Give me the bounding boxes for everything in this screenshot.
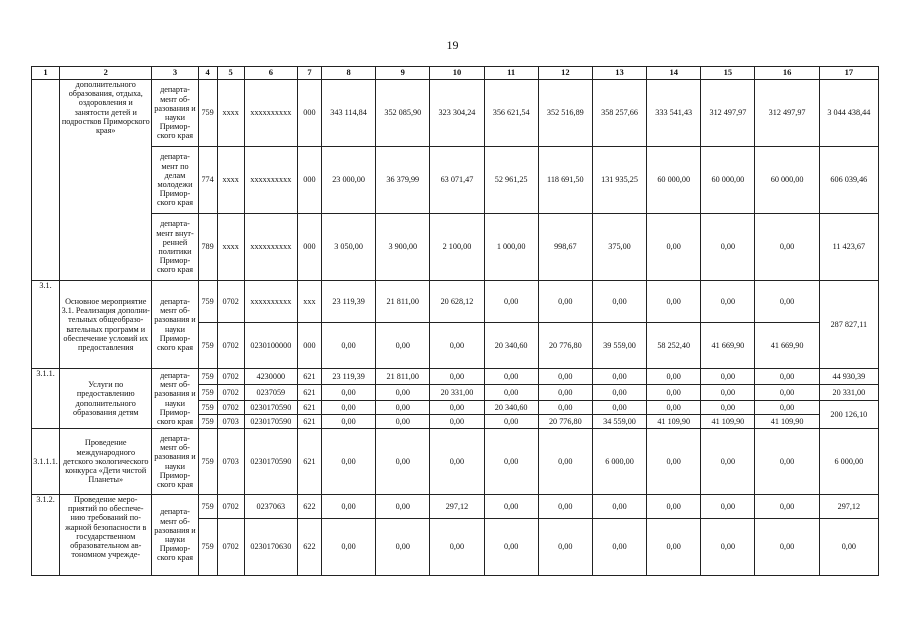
value-cell: 60 000,00	[755, 147, 819, 214]
value-cell: 2 100,00	[430, 214, 484, 281]
header-cell: 8	[321, 67, 375, 80]
total-cell: 297,12	[819, 495, 878, 519]
row-code	[32, 80, 60, 281]
value-cell: 52 961,25	[484, 147, 538, 214]
cell: хххххххххх	[244, 147, 297, 214]
table-row	[32, 80, 879, 147]
value-cell: 0,00	[592, 385, 646, 401]
value-cell: 0,00	[755, 401, 819, 415]
value-cell: 21 811,00	[376, 369, 430, 385]
row-name: дополнительного образования, отдыха, оздоровления и занятости детей и подростков Приморского края»	[60, 80, 152, 281]
cell: 789	[198, 214, 217, 281]
value-cell: 352 085,90	[376, 80, 430, 147]
table-row	[32, 369, 879, 385]
cell: 759	[198, 401, 217, 415]
cell: 0702	[217, 281, 244, 323]
cell: 000	[297, 214, 321, 281]
value-cell: 0,00	[701, 369, 755, 385]
cell: 759	[198, 281, 217, 323]
cell: 0702	[217, 369, 244, 385]
value-cell: 0,00	[701, 495, 755, 519]
cell: 759	[198, 80, 217, 147]
value-cell: 0,00	[755, 214, 819, 281]
header-cell: 14	[647, 67, 701, 80]
cell: 0237059	[244, 385, 297, 401]
cell: 0230170590	[244, 415, 297, 429]
value-cell: 0,00	[538, 519, 592, 576]
value-cell: 0,00	[321, 415, 375, 429]
value-cell: 356 621,54	[484, 80, 538, 147]
value-cell: 0,00	[321, 519, 375, 576]
total-cell: 287 827,11	[819, 281, 878, 369]
cell: 621	[297, 369, 321, 385]
value-cell: 0,00	[484, 519, 538, 576]
value-cell: 3 050,00	[321, 214, 375, 281]
cell: 774	[198, 147, 217, 214]
cell: 0702	[217, 495, 244, 519]
cell: 000	[297, 323, 321, 369]
value-cell: 0,00	[321, 401, 375, 415]
cell: 0237063	[244, 495, 297, 519]
page-number: 19	[446, 38, 459, 52]
value-cell: 0,00	[430, 323, 484, 369]
cell: 621	[297, 415, 321, 429]
value-cell: 41 109,90	[755, 415, 819, 429]
value-cell: 60 000,00	[701, 147, 755, 214]
row-name: Услуги по предоставлению дополнительного образования детям	[60, 369, 152, 429]
value-cell: 343 114,84	[321, 80, 375, 147]
header-row	[32, 67, 879, 80]
table-row	[32, 214, 879, 281]
value-cell: 0,00	[430, 519, 484, 576]
header-cell: 7	[297, 67, 321, 80]
value-cell: 0,00	[484, 429, 538, 495]
value-cell: 0,00	[376, 429, 430, 495]
value-cell: 23 119,39	[321, 369, 375, 385]
value-cell: 41 109,90	[701, 415, 755, 429]
cell: 0702	[217, 385, 244, 401]
cell: 621	[297, 429, 321, 495]
cell: 759	[198, 429, 217, 495]
header-cell: 11	[484, 67, 538, 80]
value-cell: 23 000,00	[321, 147, 375, 214]
value-cell: 20 776,80	[538, 323, 592, 369]
row-name: Основное мероприятие 3.1. Реализация дополни-тельных общеобразо-вательных программ и обеспечение условий их предоставления	[60, 281, 152, 369]
cell: 0703	[217, 415, 244, 429]
row-code: 3.1.1.1.	[32, 429, 60, 495]
total-cell: 11 423,67	[819, 214, 878, 281]
value-cell: 0,00	[321, 385, 375, 401]
value-cell: 0,00	[538, 369, 592, 385]
value-cell: 0,00	[592, 369, 646, 385]
value-cell: 0,00	[430, 429, 484, 495]
row-executor: департа-мент внут-ренней политики Примор-ского края	[152, 214, 198, 281]
budget-table	[31, 66, 879, 576]
header-cell: 9	[376, 67, 430, 80]
value-cell: 20 340,60	[484, 401, 538, 415]
value-cell: 0,00	[592, 519, 646, 576]
header-cell: 1	[32, 67, 60, 80]
value-cell: 41 109,90	[647, 415, 701, 429]
cell: 000	[297, 147, 321, 214]
value-cell: 0,00	[647, 369, 701, 385]
cell: 0230170590	[244, 401, 297, 415]
value-cell: 375,00	[592, 214, 646, 281]
header-cell: 3	[152, 67, 198, 80]
value-cell: 312 497,97	[701, 80, 755, 147]
header-cell: 5	[217, 67, 244, 80]
value-cell: 0,00	[755, 429, 819, 495]
total-cell: 200 126,10	[819, 401, 878, 429]
value-cell: 60 000,00	[647, 147, 701, 214]
value-cell: 0,00	[592, 281, 646, 323]
value-cell: 0,00	[701, 429, 755, 495]
value-cell: 131 935,25	[592, 147, 646, 214]
value-cell: 0,00	[321, 495, 375, 519]
value-cell: 0,00	[647, 519, 701, 576]
value-cell: 63 071,47	[430, 147, 484, 214]
cell: 622	[297, 519, 321, 576]
value-cell: 358 257,66	[592, 80, 646, 147]
value-cell: 312 497,97	[755, 80, 819, 147]
total-cell: 44 930,39	[819, 369, 878, 385]
row-executor: департа-мент об-разования и науки Примор-ского края	[152, 80, 198, 147]
table-row	[32, 429, 879, 495]
cell: 759	[198, 369, 217, 385]
value-cell: 0,00	[376, 323, 430, 369]
value-cell: 0,00	[376, 495, 430, 519]
table-row	[32, 495, 879, 519]
header-cell: 2	[60, 67, 152, 80]
value-cell: 36 379,99	[376, 147, 430, 214]
header-cell: 15	[701, 67, 755, 80]
value-cell: 0,00	[538, 401, 592, 415]
value-cell: 0,00	[647, 401, 701, 415]
row-code: 3.1.2.	[32, 495, 60, 576]
cell: хххххххххх	[244, 281, 297, 323]
cell: 621	[297, 385, 321, 401]
row-code: 3.1.	[32, 281, 60, 369]
value-cell: 23 119,39	[321, 281, 375, 323]
value-cell: 323 304,24	[430, 80, 484, 147]
value-cell: 0,00	[376, 385, 430, 401]
cell: хххх	[217, 147, 244, 214]
value-cell: 0,00	[755, 281, 819, 323]
header-cell: 17	[819, 67, 878, 80]
value-cell: 0,00	[755, 495, 819, 519]
cell: хххх	[217, 214, 244, 281]
value-cell: 0,00	[484, 385, 538, 401]
value-cell: 0,00	[484, 369, 538, 385]
value-cell: 0,00	[376, 401, 430, 415]
value-cell: 0,00	[755, 369, 819, 385]
value-cell: 0,00	[430, 401, 484, 415]
table-row	[32, 147, 879, 214]
value-cell: 0,00	[701, 281, 755, 323]
header-cell: 4	[198, 67, 217, 80]
row-name: Проведение международного детского экологического конкурса «Дети чистой Планеты»	[60, 429, 152, 495]
cell: ххх	[297, 281, 321, 323]
row-executor: департа-мент об-разования и науки Примор-ского края	[152, 281, 198, 369]
header-cell: 6	[244, 67, 297, 80]
value-cell: 39 559,00	[592, 323, 646, 369]
total-cell: 20 331,00	[819, 385, 878, 401]
value-cell: 0,00	[647, 385, 701, 401]
value-cell: 0,00	[701, 214, 755, 281]
value-cell: 0,00	[701, 519, 755, 576]
cell: 4230000	[244, 369, 297, 385]
row-executor: департа-мент об-разования и науки Примор-ского края	[152, 369, 198, 429]
cell: 759	[198, 323, 217, 369]
cell: хххххххххх	[244, 80, 297, 147]
value-cell: 0,00	[430, 415, 484, 429]
cell: 759	[198, 415, 217, 429]
total-cell: 0,00	[819, 519, 878, 576]
value-cell: 0,00	[701, 401, 755, 415]
value-cell: 998,67	[538, 214, 592, 281]
value-cell: 21 811,00	[376, 281, 430, 323]
cell: хххх	[217, 80, 244, 147]
cell: хххххххххх	[244, 214, 297, 281]
cell: 0230170630	[244, 519, 297, 576]
row-code: 3.1.1.	[32, 369, 60, 429]
header-cell: 12	[538, 67, 592, 80]
value-cell: 0,00	[321, 429, 375, 495]
value-cell: 34 559,00	[592, 415, 646, 429]
value-cell: 20 340,60	[484, 323, 538, 369]
value-cell: 58 252,40	[647, 323, 701, 369]
total-cell: 6 000,00	[819, 429, 878, 495]
row-executor: департа-мент об-разования и науки Примор-ского края	[152, 429, 198, 495]
value-cell: 297,12	[430, 495, 484, 519]
value-cell: 333 541,43	[647, 80, 701, 147]
cell: 0702	[217, 323, 244, 369]
value-cell: 20 776,80	[538, 415, 592, 429]
value-cell: 0,00	[376, 415, 430, 429]
value-cell: 0,00	[701, 385, 755, 401]
value-cell: 41 669,90	[701, 323, 755, 369]
cell: 759	[198, 495, 217, 519]
header-cell: 13	[592, 67, 646, 80]
value-cell: 20 331,00	[430, 385, 484, 401]
value-cell: 0,00	[755, 385, 819, 401]
value-cell: 41 669,90	[755, 323, 819, 369]
value-cell: 20 628,12	[430, 281, 484, 323]
row-name: Проведение меро-приятий по обеспече-нию требований по-жарной безопасности в государственном образовательном ав-тономном учрежде-	[60, 495, 152, 576]
row-executor: департа-мент об-разования и науки Примор-ского края	[152, 495, 198, 576]
row-executor: департа-мент по делам молодежи Примор-ского края	[152, 147, 198, 214]
value-cell: 0,00	[538, 385, 592, 401]
total-cell: 3 044 438,44	[819, 80, 878, 147]
value-cell: 0,00	[484, 281, 538, 323]
value-cell: 0,00	[755, 519, 819, 576]
value-cell: 3 900,00	[376, 214, 430, 281]
cell: 0702	[217, 401, 244, 415]
cell: 0702	[217, 519, 244, 576]
total-cell: 606 039,46	[819, 147, 878, 214]
value-cell: 0,00	[376, 519, 430, 576]
header-cell: 10	[430, 67, 484, 80]
value-cell: 0,00	[647, 281, 701, 323]
value-cell: 0,00	[647, 214, 701, 281]
cell: 759	[198, 519, 217, 576]
value-cell: 118 691,50	[538, 147, 592, 214]
cell: 0230100000	[244, 323, 297, 369]
cell: 621	[297, 401, 321, 415]
value-cell: 0,00	[430, 369, 484, 385]
header-cell: 16	[755, 67, 819, 80]
cell: 622	[297, 495, 321, 519]
value-cell: 0,00	[538, 281, 592, 323]
cell: 0703	[217, 429, 244, 495]
value-cell: 0,00	[538, 495, 592, 519]
value-cell: 0,00	[592, 495, 646, 519]
value-cell: 352 516,89	[538, 80, 592, 147]
cell: 759	[198, 385, 217, 401]
value-cell: 6 000,00	[592, 429, 646, 495]
value-cell: 0,00	[484, 415, 538, 429]
value-cell: 0,00	[484, 495, 538, 519]
value-cell: 0,00	[592, 401, 646, 415]
value-cell: 0,00	[321, 323, 375, 369]
cell: 000	[297, 80, 321, 147]
table-row	[32, 281, 879, 323]
value-cell: 0,00	[538, 429, 592, 495]
value-cell: 0,00	[647, 495, 701, 519]
value-cell: 0,00	[647, 429, 701, 495]
value-cell: 1 000,00	[484, 214, 538, 281]
cell: 0230170590	[244, 429, 297, 495]
